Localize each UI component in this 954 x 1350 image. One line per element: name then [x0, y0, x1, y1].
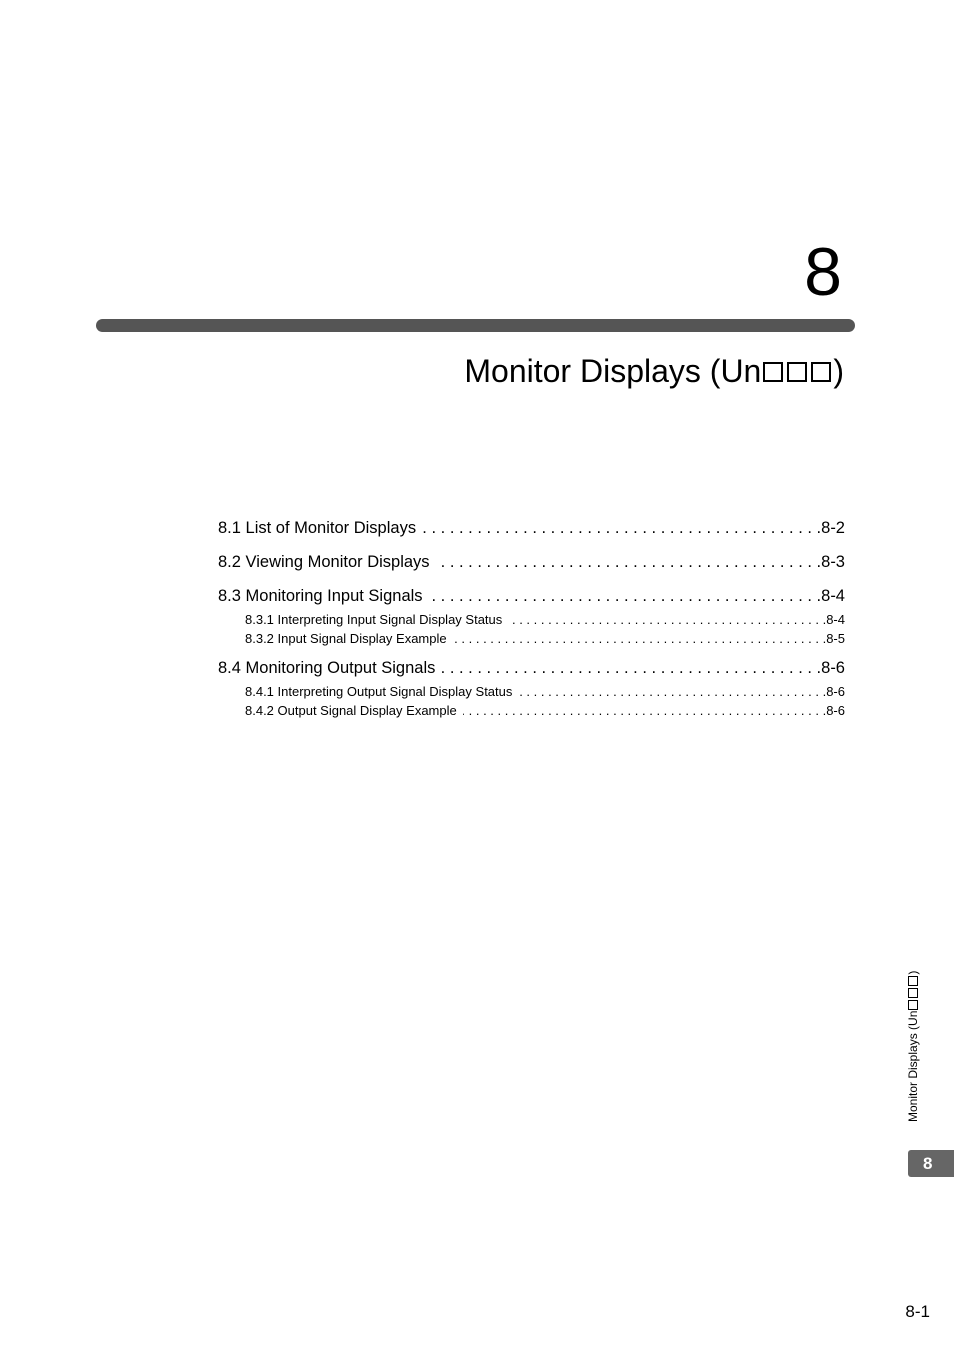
chapter-title-suffix: )	[833, 353, 844, 389]
toc-leader-dots	[429, 584, 822, 608]
placeholder-box-icon	[763, 362, 783, 382]
side-tab-chapter-number[interactable]: 8	[908, 1150, 954, 1177]
toc-subentry-page: 8-4	[826, 612, 845, 627]
toc-subentry-page: 8-6	[826, 684, 845, 699]
toc-subentry[interactable]	[218, 682, 845, 701]
chapter-divider-bar	[96, 319, 855, 332]
chapter-number: 8	[804, 234, 842, 310]
toc-leader-dots	[518, 682, 826, 701]
placeholder-box-icon	[787, 362, 807, 382]
toc-entry-page: 8-2	[821, 519, 845, 537]
toc-subentry-label: 8.4.1 Interpreting Output Signal Display Status	[245, 684, 513, 699]
side-tab-text: Monitor Displays (Un	[906, 1010, 920, 1122]
toc-leader-dots	[453, 629, 827, 648]
toc-entry[interactable]	[218, 656, 845, 682]
toc-leader-dots	[436, 550, 822, 574]
toc-subentry-page: 8-5	[826, 631, 845, 646]
toc-entry[interactable]	[218, 584, 845, 610]
toc-subentry-label: 8.4.2 Output Signal Display Example	[245, 703, 457, 718]
toc-entry-label: 8.1 List of Monitor Displays	[218, 519, 417, 537]
toc-entry[interactable]	[218, 516, 845, 550]
placeholder-box-icon	[908, 988, 918, 998]
toc-leader-dots	[463, 701, 826, 720]
toc-leader-dots	[508, 610, 826, 629]
page-number: 8-1	[905, 1302, 930, 1321]
toc-subentry-label: 8.3.1 Interpreting Input Signal Display Status	[245, 612, 503, 627]
chapter-title-text: Monitor Displays (Un	[464, 353, 762, 389]
placeholder-box-icon	[811, 362, 831, 382]
toc-subentry-label: 8.3.2 Input Signal Display Example	[245, 631, 447, 646]
toc-leader-dots	[441, 656, 821, 680]
toc-entry-page: 8-6	[821, 659, 845, 677]
chapter-title	[464, 352, 844, 390]
toc-entry-page: 8-4	[821, 587, 845, 605]
toc-subentry-page: 8-6	[826, 703, 845, 718]
toc-entry-page: 8-3	[821, 553, 845, 571]
side-tab-label	[905, 971, 921, 1122]
placeholder-box-icon	[908, 976, 918, 986]
toc-leader-dots	[422, 516, 821, 540]
toc-subentry[interactable]	[218, 629, 845, 656]
toc-entry-label: 8.2 Viewing Monitor Displays	[218, 553, 430, 571]
toc-subentry[interactable]	[218, 701, 845, 728]
table-of-contents	[218, 516, 845, 728]
toc-entry[interactable]	[218, 550, 845, 584]
side-tab-suffix: )	[906, 970, 920, 975]
toc-entry-label: 8.4 Monitoring Output Signals	[218, 659, 436, 677]
toc-entry-label: 8.3 Monitoring Input Signals	[218, 587, 423, 605]
toc-subentry[interactable]	[218, 610, 845, 629]
placeholder-box-icon	[908, 1000, 918, 1010]
